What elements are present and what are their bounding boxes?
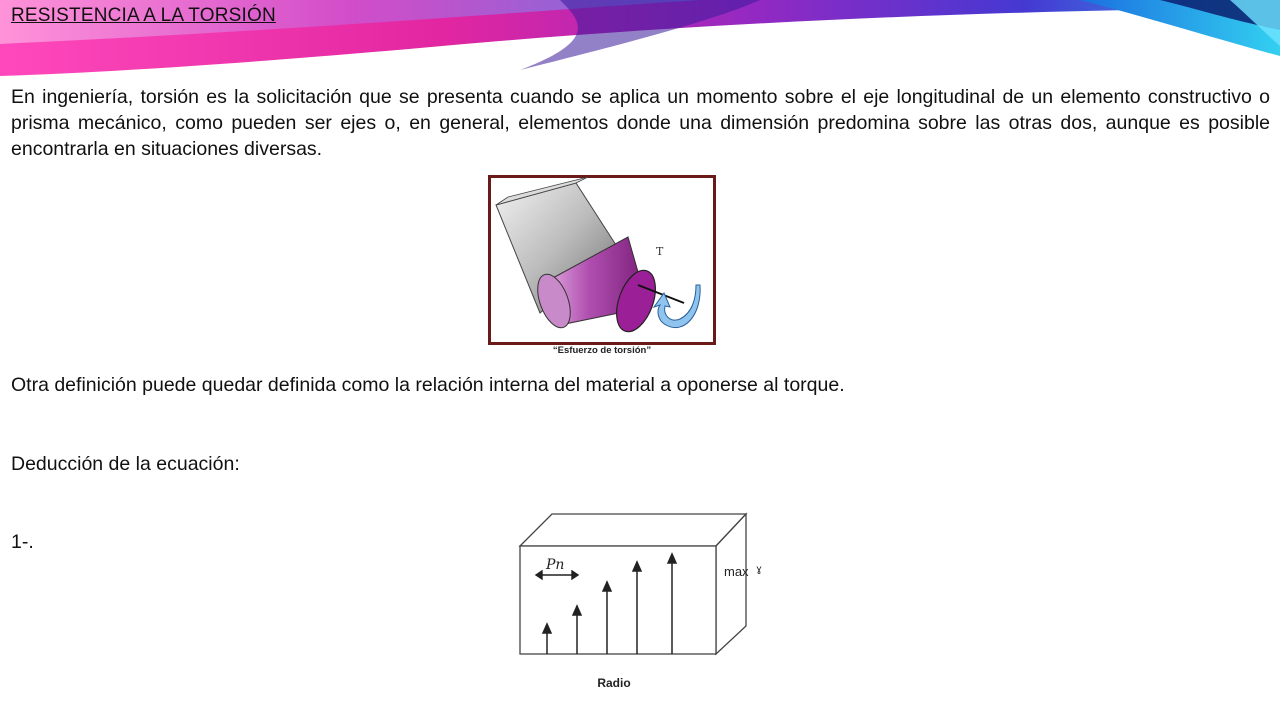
stress-distribution-figure xyxy=(512,510,768,662)
figure-2-caption: Radio xyxy=(597,676,631,690)
torque-symbol: T xyxy=(656,245,664,258)
slide-title: RESISTENCIA A LA TORSIÓN xyxy=(11,5,276,26)
gamma-symbol: ɣ xyxy=(756,564,762,575)
paragraph-second-definition: Otra definición puede quedar definida como la relación interna del material a oponerse al torque. xyxy=(11,374,845,396)
max-label: max xyxy=(724,564,749,579)
pn-label: Pn xyxy=(546,557,565,573)
paragraph-step-1: 1-. xyxy=(11,531,34,553)
figure-1-caption: “Esfuerzo de torsión” xyxy=(552,345,652,356)
torsion-figure xyxy=(488,175,716,345)
paragraph-deduction-heading: Deducción de la ecuación: xyxy=(11,453,240,475)
paragraph-definition: En ingeniería, torsión es la solicitación que se presenta cuando se aplica un momento sobre el eje longitudinal de un elemento constructivo o prisma mecánico, como pueden ser ejes o, en general, elementos donde una dimensión predomina sobre las otras dos, aunque es posible encontrarla en situaciones diversas. xyxy=(11,86,1270,160)
